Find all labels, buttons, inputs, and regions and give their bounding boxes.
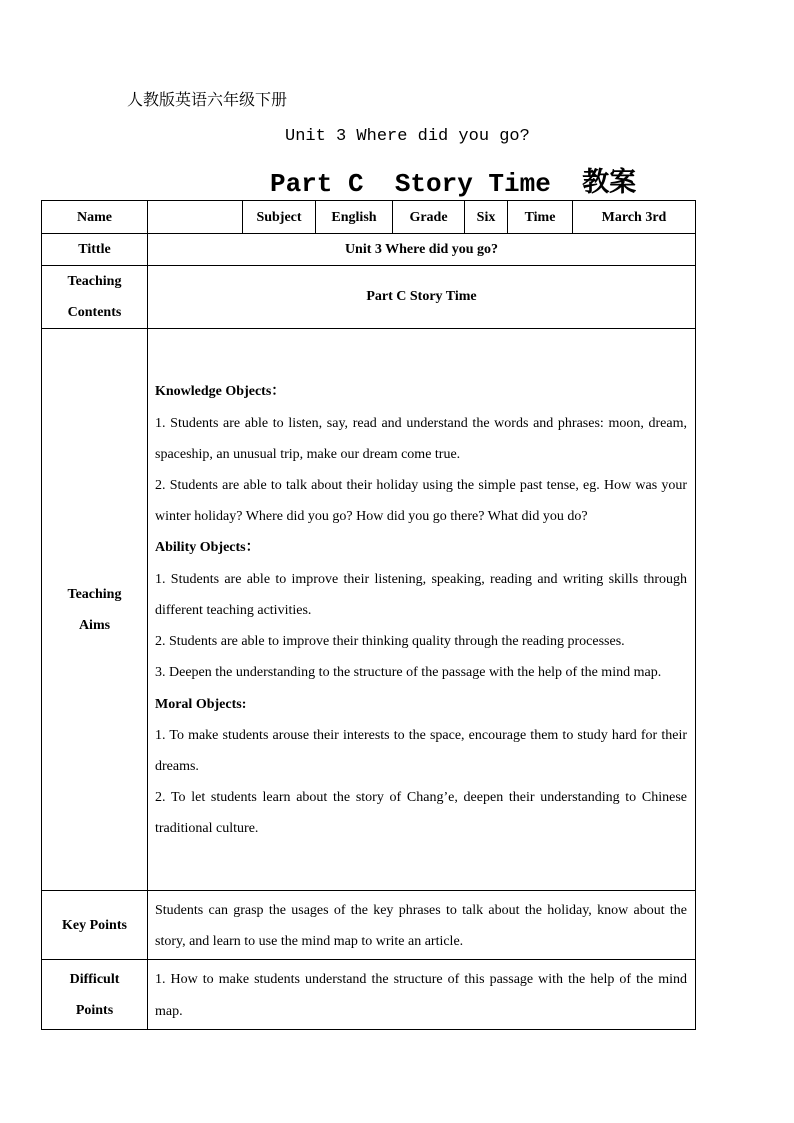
name-label: Name — [42, 201, 148, 234]
name-value — [148, 201, 243, 234]
aims-label — [42, 329, 148, 891]
time-label: Time — [508, 201, 573, 234]
contents-label — [42, 266, 148, 329]
ability-item: 1. Students are able to improve their listening, speaking, reading and writing skills through different teaching activities. — [155, 571, 687, 618]
info-row — [42, 201, 696, 234]
moral-heading: Moral Objects: — [155, 696, 247, 712]
aims-row — [42, 329, 696, 891]
unit-heading: Unit 3 Where did you go? — [285, 127, 530, 146]
difficult-points-text: 1. How to make students understand the structure of this passage with the help of the mind map. — [155, 972, 687, 1019]
difficult-label-line1: Difficult — [69, 971, 120, 987]
ability-item: 3. Deepen the understanding to the structure of the passage with the help of the mind map. — [155, 665, 662, 681]
moral-item: 2. To let students learn about the story of Chang’e, deepen their understanding to Chinese traditional culture. — [155, 790, 687, 837]
title-value: Unit 3 Where did you go? — [148, 234, 696, 266]
key-points-label: Key Points — [42, 891, 148, 960]
title-chinese: 教案 — [582, 167, 637, 198]
grade-label: Grade — [393, 201, 465, 234]
aims-label-line1: Teaching — [67, 586, 122, 602]
difficult-points-label — [42, 960, 148, 1029]
difficult-points-value — [148, 960, 696, 1029]
page-title — [270, 160, 636, 199]
key-points-value — [148, 891, 696, 960]
ability-item: 2. Students are able to improve their thinking quality through the reading processes. — [155, 634, 625, 650]
title-text: Part C Story Time — [270, 169, 551, 199]
contents-row — [42, 266, 696, 329]
title-label: Tittle — [42, 234, 148, 266]
contents-label-line1: Teaching — [67, 274, 122, 289]
title-row — [42, 234, 696, 266]
subject-value: English — [316, 201, 393, 234]
knowledge-item: 1. Students are able to listen, say, read and understand the words and phrases: moon, dream, spaceship, an unusual trip, make our dream come true. — [155, 415, 687, 462]
grade-value: Six — [465, 201, 508, 234]
knowledge-heading: Knowledge Objects： — [155, 384, 286, 400]
lesson-plan-table — [41, 200, 696, 1030]
difficult-points-row — [42, 960, 696, 1029]
moral-item: 1. To make students arouse their interests to the space, encourage them to study hard for their dreams. — [155, 727, 687, 774]
time-value: March 3rd — [573, 201, 696, 234]
difficult-label-line2: Points — [75, 1002, 114, 1018]
subject-label: Subject — [243, 201, 316, 234]
aims-label-line2: Aims — [78, 617, 111, 633]
ability-heading: Ability Objects： — [155, 540, 260, 556]
knowledge-item: 2. Students are able to talk about their holiday using the simple past tense, eg. How was your winter holiday? Where did you go? How did you go there? What did you do? — [155, 478, 687, 525]
contents-value: Part C Story Time — [148, 266, 696, 329]
document-subtitle: 人教版英语六年级下册 — [127, 90, 288, 109]
contents-label-line2: Contents — [67, 305, 122, 320]
key-points-text: Students can grasp the usages of the key phrases to talk about the holiday, know about the story, and learn to use the mind map to write an article. — [155, 903, 687, 950]
aims-content — [148, 329, 696, 891]
key-points-row — [42, 891, 696, 960]
